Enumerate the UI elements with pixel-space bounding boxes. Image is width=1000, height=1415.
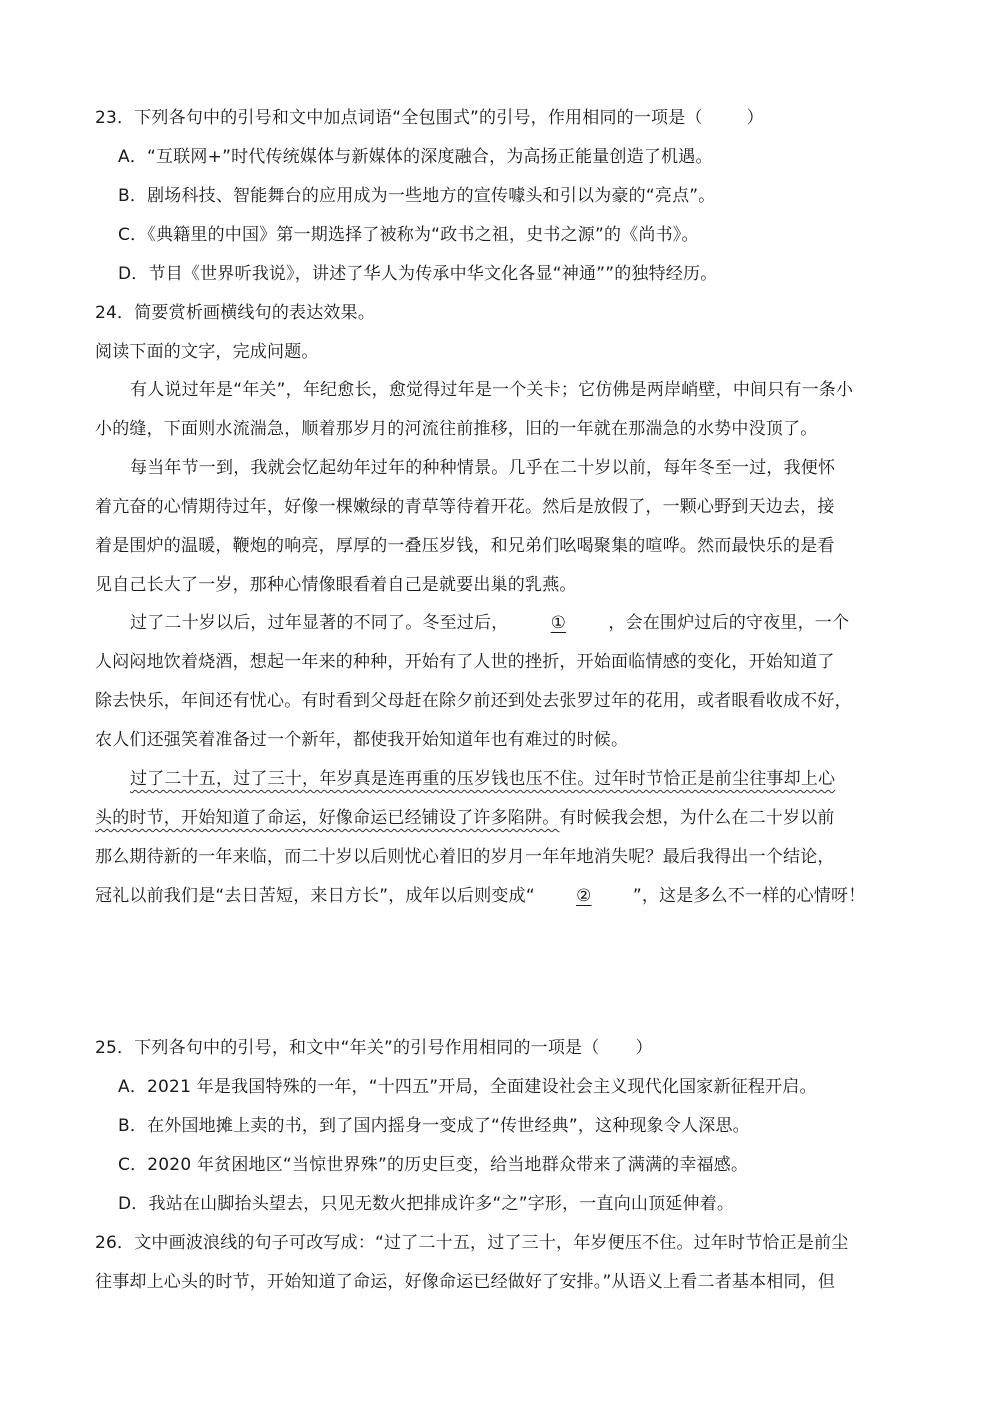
q25-option-d: D．我站在山脚抬头望去，只见无数火把排成许多“之”字形，一直向山顶延伸着。 [118, 1194, 735, 1214]
q23-option-d: D．节目《世界听我说》，讲述了华人为传承中华文化各显“神通””的独特经历。 [118, 264, 718, 284]
q23-option-c: C．《典籍里的中国》第一期选择了被称为“政书之祖，史书之源”的《尚书》。 [118, 225, 699, 245]
passage-p4-line4-text-a: 冠礼以前我们是“去日苦短，来日方长”，成年以后则变成“ [95, 886, 535, 906]
q25-stem [95, 1036, 653, 1060]
q26-line1: 26．文中画波浪线的句子可改写成：“过了二十五，过了三十，年岁便压不住。过年时节恰正是前尘 [95, 1233, 849, 1253]
passage-p3-line2: 人闷闷地饮着烧酒，想起一年来的种种，开始有了人世的挫折，开始面临情感的变化，开始知道了 [95, 652, 835, 672]
q23-option-a: A．“互联网+”时代传统媒体与新媒体的深度融合，为高扬正能量创造了机遇。 [118, 147, 713, 167]
passage-p4-line2-rest: 有时候我会想，为什么在二十岁以前 [559, 808, 835, 828]
q23-option-b: B．剧场科技、智能舞台的应用成为一些地方的宣传噱头和引以为豪的“亮点”。 [118, 186, 716, 206]
passage-p3-line1 [130, 611, 849, 635]
reading-intro: 阅读下面的文字，完成问题。 [95, 342, 319, 362]
passage-p3-line4: 农人们还强笑着准备过一个新年，都使我开始知道年也有难过的时候。 [95, 730, 629, 750]
fill-blank-2[interactable]: ② [576, 886, 592, 906]
q25-option-c: C．2020 年贫困地区“当惊世界殊”的历史巨变，给当地群众带来了满满的幸福感。 [118, 1155, 749, 1175]
passage-p3-text-a: 过了二十岁以后，过年显著的不同了。冬至过后， [130, 613, 509, 633]
q23-stem-text: 23．下列各句中的引号和文中加点词语“全包围式”的引号，作用相同的一项是（ [95, 108, 703, 128]
fill-blank-1[interactable]: ① [550, 613, 567, 633]
q25-option-a: A．2021 年是我国特殊的一年，“十四五”开局，全面建设社会主义现代化国家新征程开启。 [118, 1077, 817, 1097]
wavy-sentence-part2: 头的时节，开始知道了命运，好像命运已经铺设了许多陷阱。 [95, 808, 560, 828]
q23-stem-end: ） [746, 108, 764, 128]
passage-p2-line2: 着亢奋的心情期待过年，好像一棵嫩绿的青草等待着开花。然后是放假了，一颗心野到天边去，接 [95, 497, 835, 517]
passage-p2-line1: 每当年节一到，我就会忆起幼年过年的种种情景。几乎在二十岁以前，每年冬至一过，我便怀 [130, 458, 836, 478]
passage-p2-line4: 见自己长大了一岁，那种心情像眼看着自己是就要出巢的乳燕。 [95, 575, 577, 595]
passage-p2-line3: 着是围炉的温暖，鞭炮的响亮，厚厚的一叠压岁钱，和兄弟们吆喝聚集的喧哗。然而最快乐的是看 [95, 536, 835, 556]
passage-p4-line4 [95, 884, 865, 908]
q26-line2: 往事却上心头的时节，开始知道了命运，好像命运已经做好了安排。”从语义上看二者基本相同，但 [95, 1272, 836, 1292]
passage-p4-line1 [130, 767, 835, 791]
passage-p4-line4-text-b: ”，这是多么不一样的心情呀！ [632, 886, 866, 906]
passage-p1-line2: 小的缝，下面则水流湍急，顺着那岁月的河流往前推移，旧的一年就在那湍急的水势中没顶了。 [95, 419, 818, 439]
q23-stem [95, 106, 764, 130]
wavy-sentence-part1: 过了二十五，过了三十，年岁真是连再重的压岁钱也压不住。过年时节恰正是前尘往事却上心 [130, 769, 836, 789]
passage-p1-line1: 有人说过年是“年关”，年纪愈长，愈觉得过年是一个关卡；它仿佛是两岸峭壁，中间只有一条小 [130, 380, 854, 400]
q25-stem-text: 25．下列各句中的引号，和文中“年关”的引号作用相同的一项是（ [95, 1038, 600, 1058]
passage-p3-line3: 除去快乐，年间还有忧心。有时看到父母赶在除夕前还到处去张罗过年的花用，或者眼看收成不好， [95, 691, 852, 711]
q25-option-b: B．在外国地摊上卖的书，到了国内摇身一变成了“传世经典”，这种现象令人深思。 [118, 1116, 750, 1136]
passage-p3-text-b: ，会在围炉过后的守夜里，一个 [608, 613, 850, 633]
q25-stem-end: ） [635, 1038, 653, 1058]
passage-p4-line3: 那么期待新的一年来临，而二十岁以后则忧心着旧的岁月一年年地消失呢？最后我得出一个结论， [95, 847, 835, 867]
q24-stem: 24．简要赏析画横线句的表达效果。 [95, 303, 376, 323]
passage-p4-line2 [95, 806, 835, 830]
